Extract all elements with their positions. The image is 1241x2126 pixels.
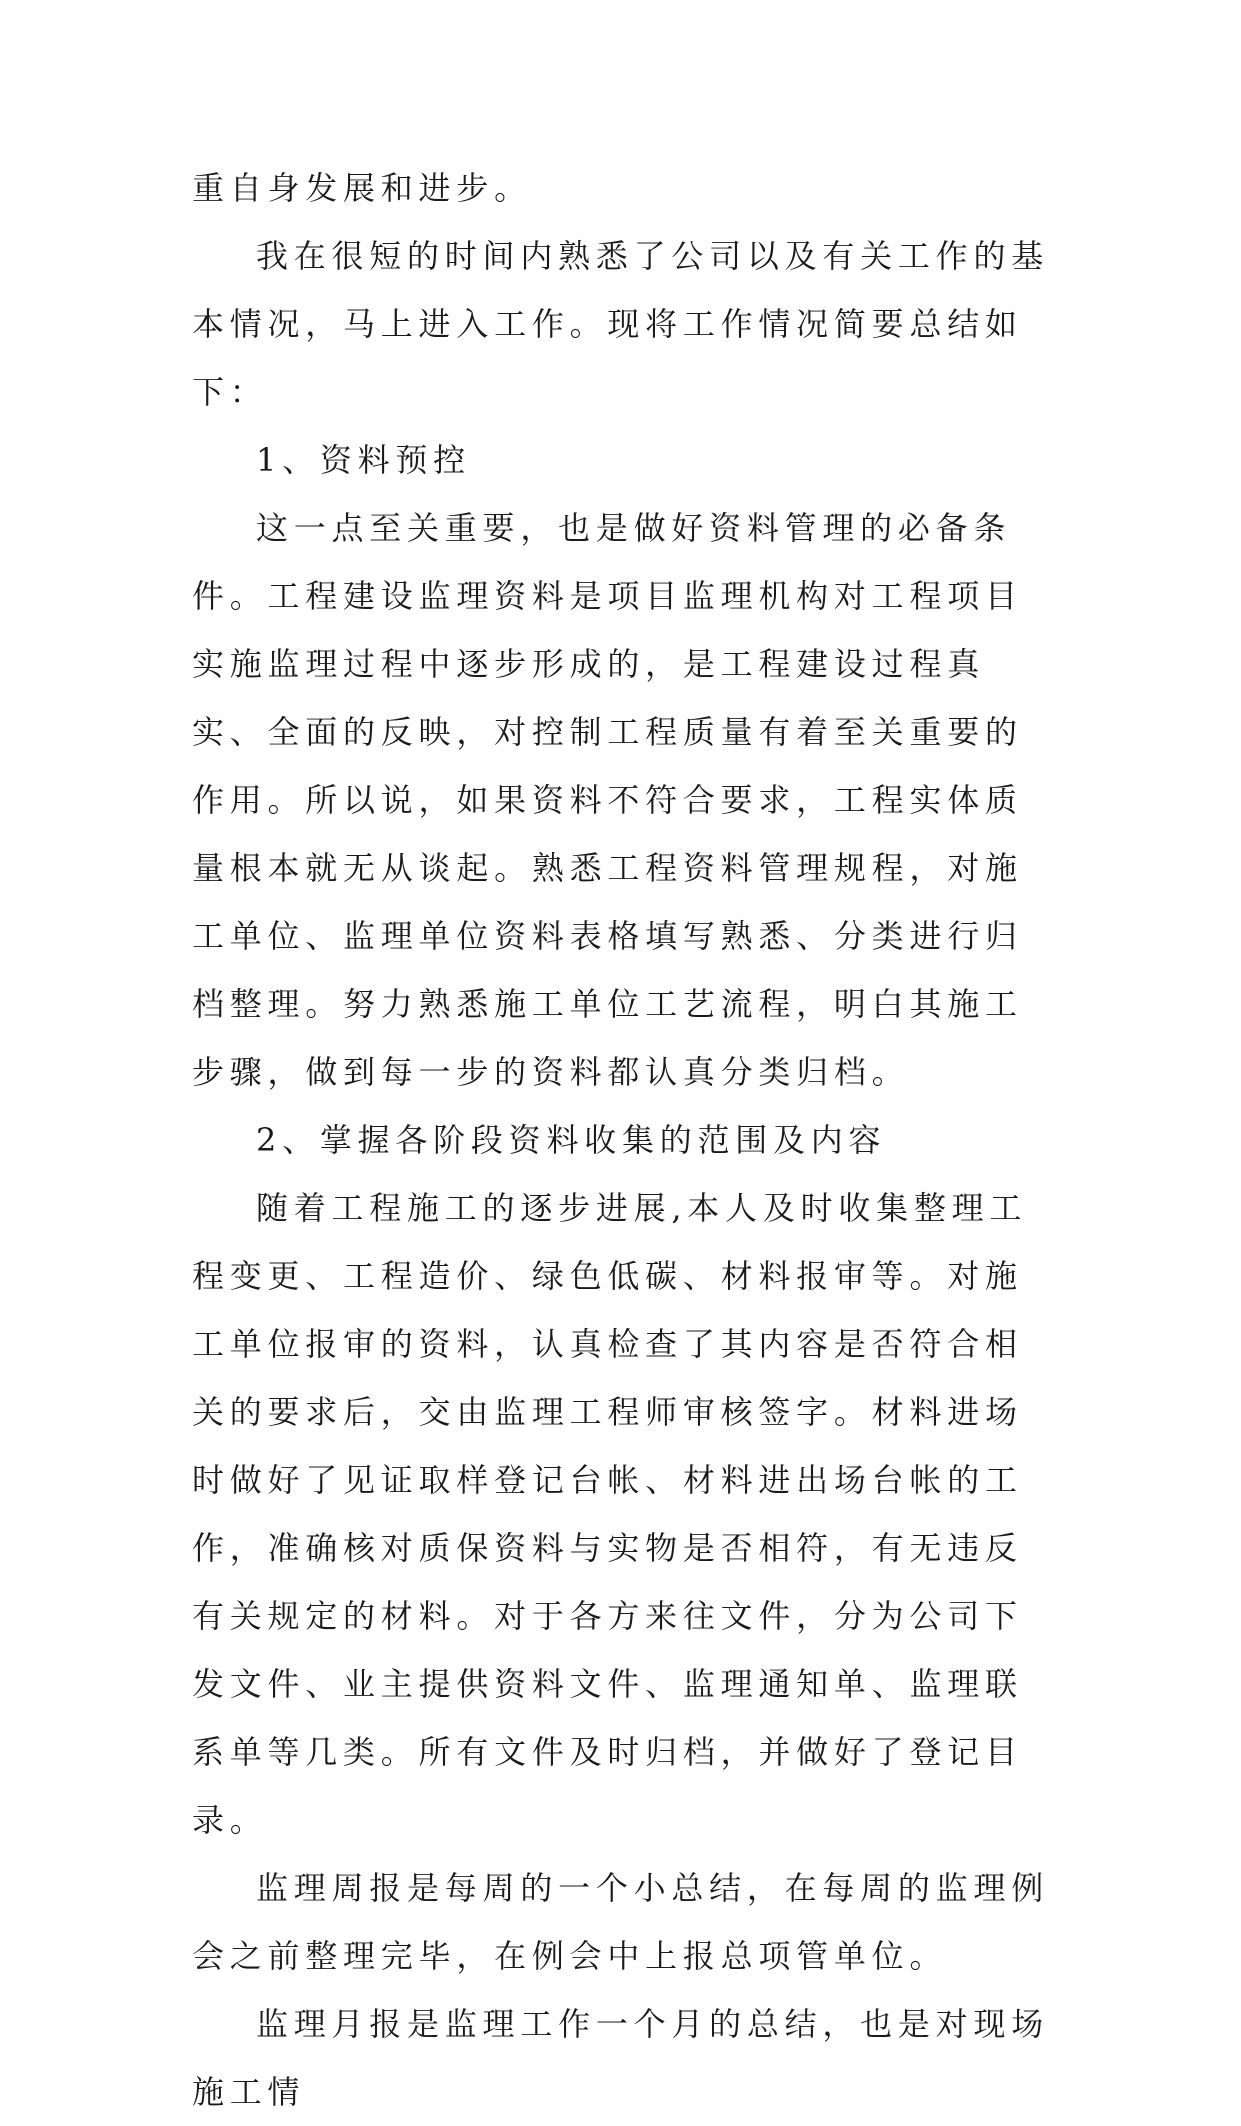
- paragraph-weekly-report: 监理周报是每周的一个小总结，在每周的监理例会之前整理完毕，在例会中上报总项管单位。: [192, 1869, 1049, 1975]
- section-heading-2: 2、掌握各阶段资料收集的范围及内容: [256, 1121, 887, 1159]
- paragraph-section-2: 随着工程施工的逐步进展,本人及时收集整理工程变更、工程造价、绿色低碳、材料报审等。对施工单位报审的资料，认真检查了其内容是否符合相关的要求后，交由监理工程师审核签字。材料进场时做好了见证取样登记台帐、材料进出场台帐的工作，准确核对质保资料与实物是否相符，有无违反有关规定的材料。对于各方来往文件，分为公司下发文件、业主提供资料文件、监理通知单、监理联系单等几类。所有文件及时归档，并做好了登记目录。: [192, 1189, 1028, 1839]
- paragraph-continuation: 重自身发展和进步。: [192, 169, 532, 207]
- paragraph-section-1: 这一点至关重要，也是做好资料管理的必备条件。工程建设监理资料是项目监理机构对工程项目实施监理过程中逐步形成的，是工程建设过程真实、全面的反映，对控制工程质量有着至关重要的作用。所以说，如果资料不符合要求，工程实体质量根本就无从谈起。熟悉工程资料管理规程，对施工单位、监理单位资料表格填写熟悉、分类进行归档整理。努力熟悉施工单位工艺流程，明白其施工步骤，做到每一步的资料都认真分类归档。: [192, 509, 1023, 1091]
- document-body: [192, 154, 1054, 2126]
- paragraph-intro: 我在很短的时间内熟悉了公司以及有关工作的基本情况，马上进入工作。现将工作情况简要总结如下：: [192, 237, 1049, 411]
- paragraph-monthly-report: 监理月报是监理工作一个月的总结，也是对现场施工情: [192, 2005, 1049, 2111]
- section-heading-1: 1、资料预控: [256, 441, 471, 479]
